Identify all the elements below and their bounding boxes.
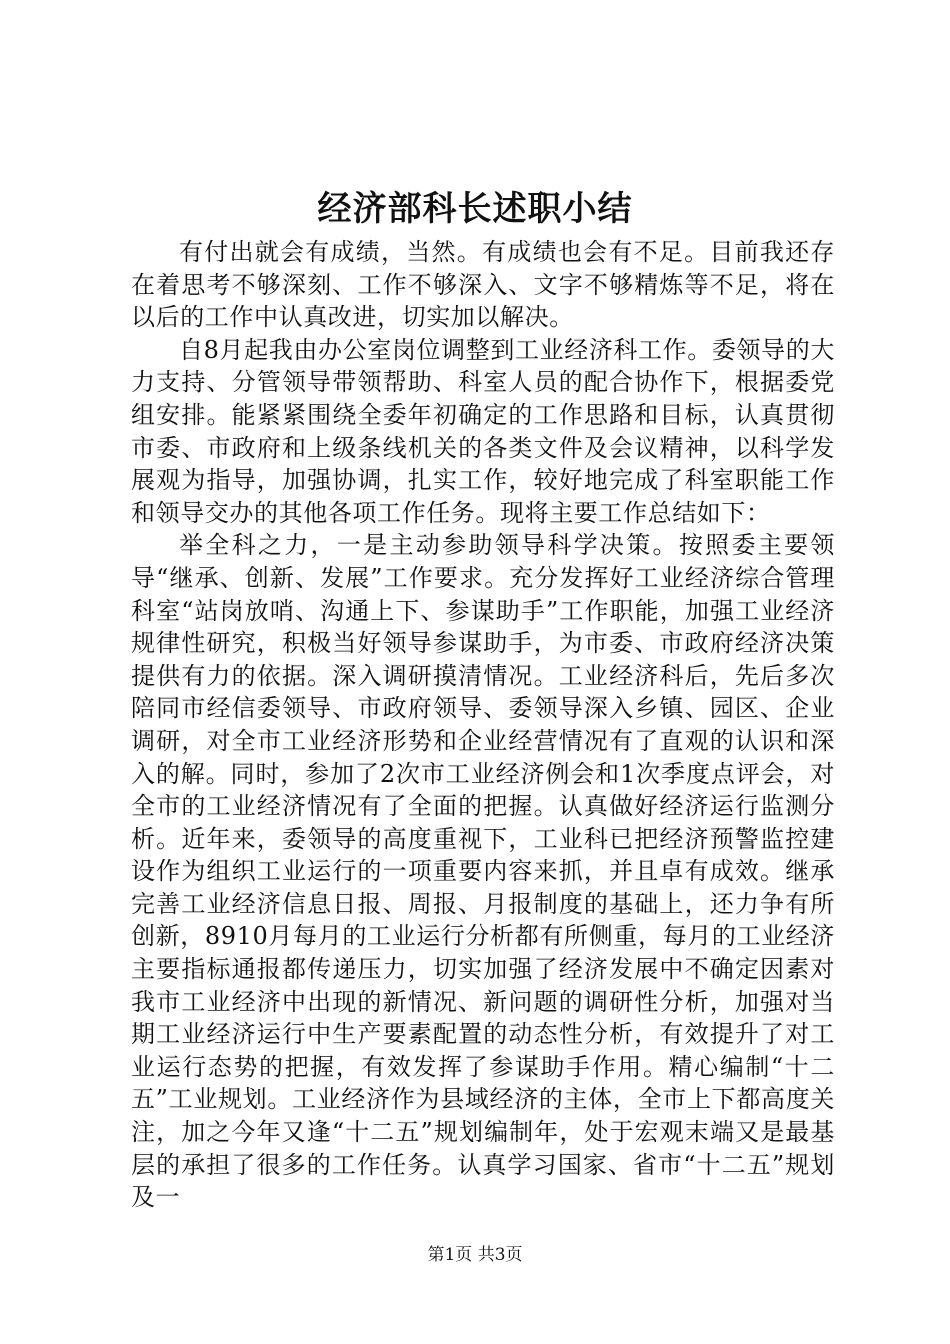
document-title: 经济部科长述职小结 (317, 189, 633, 229)
paragraph-background: 自8月起我由办公室岗位调整到工业经济科工作。委领导的大力支持、分管领导带领帮助、科室人员的配合协作下，根据委党组安排。能紧紧围绕全委年初确定的工作思路和目标，认真贯彻市委、市政府和上级条线机关的各类文件及会议精神，以科学发展观为指导，加强协调，扎实工作，较好地完成了科室职能工作和领导交办的其他各项工作任务。现将主要工作总结如下： (131, 335, 835, 527)
document-body (131, 236, 835, 1214)
paragraph-work-summary: 举全科之力，一是主动参助领导科学决策。按照委主要领导“继承、创新、发展”工作要求。充分发挥好工业经济综合管理科室“站岗放哨、沟通上下、参谋助手”工作职能，加强工业经济规律性研究，积极当好领导参谋助手，为市委、市政府经济决策提供有力的依据。深入调研摸清情况。工业经济科后，先后多次陪同市经信委领导、市政府领导、委领导深入乡镇、园区、企业调研，对全市工业经济形势和企业经营情况有了直观的认识和深入的解。同时，参加了2次市工业经济例会和1次季度点评会，对全市的工业经济情况有了全面的把握。认真做好经济运行监测分析。近年来，委领导的高度重视下，工业科已把经济预警监控建设作为组织工业运行的一项重要内容来抓，并且卓有成效。继承完善工业经济信息日报、周报、月报制度的基础上，还力争有所创新，8910月每月的工业运行分析都有所侧重，每月的工业经济主要指标通报都传递压力，切实加强了经济发展中不确定因素对我市工业经济中出现的新情况、新问题的调研性分析，加强对当期工业经济运行中生产要素配置的动态性分析，有效提升了对工业运行态势的把握，有效发挥了参谋助手作用。精心编制“十二五”工业规划。工业经济作为县域经济的主体，全市上下都高度关注，加之今年又逢“十二五”规划编制年，处于宏观末端又是最基层的承担了很多的工作任务。认真学习国家、省市“十二五”规划及一 (131, 531, 835, 1212)
paragraph-intro: 有付出就会有成绩，当然。有成绩也会有不足。目前我还存在着思考不够深刻、工作不够深入、文字不够精炼等不足，将在以后的工作中认真改进，切实加以解决。 (131, 238, 835, 332)
page-number-footer: 第1页 共3页 (427, 1245, 523, 1265)
